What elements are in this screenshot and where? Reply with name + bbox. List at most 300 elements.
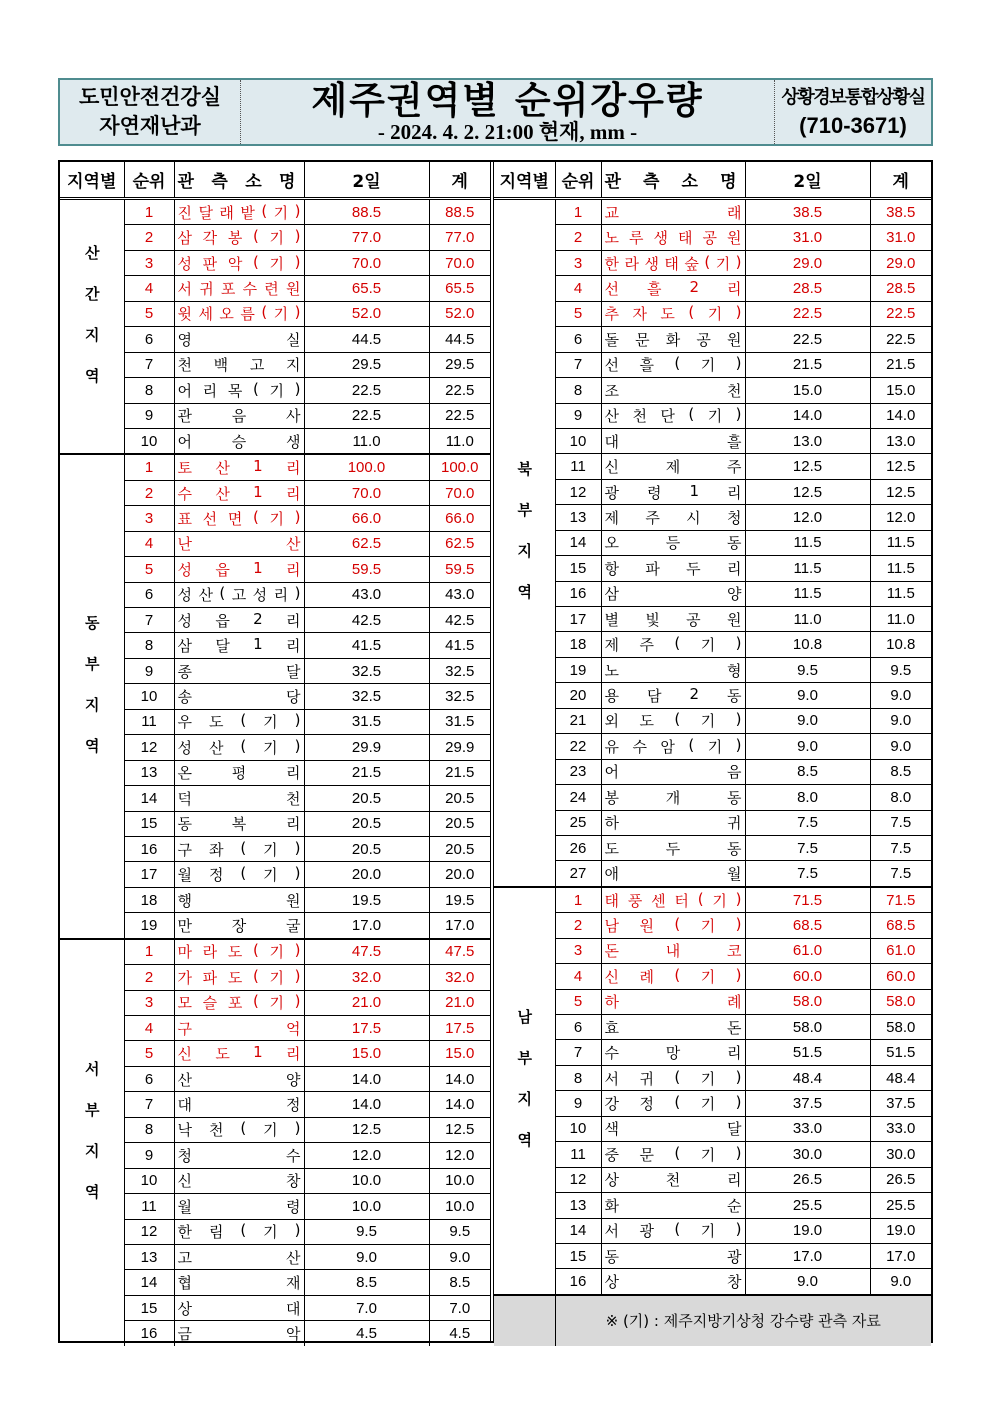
station-name-char: (: [261, 303, 268, 322]
station-name-char: 우: [177, 713, 192, 732]
day-rainfall-cell: 20.0: [304, 862, 429, 887]
station-name: [605, 482, 742, 503]
rank-cell: 5: [555, 989, 601, 1014]
station-name: [178, 1247, 301, 1268]
station-name: [178, 1272, 301, 1293]
total-rainfall-cell: 12.5: [870, 479, 931, 504]
station-name: [605, 1195, 742, 1216]
station-name-char: 토: [177, 459, 192, 478]
station-name-char: 기: [273, 305, 289, 324]
total-rainfall-cell: 21.0: [429, 990, 490, 1015]
station-name-char: 고: [231, 586, 247, 605]
col-total: 계: [429, 162, 490, 199]
station-name-cell: [601, 1167, 745, 1192]
station-name-cell: [174, 709, 304, 734]
day-rainfall-cell: 9.5: [304, 1219, 429, 1244]
table-row: [494, 938, 931, 963]
day-rainfall-cell: 77.0: [304, 225, 429, 250]
station-name-cell: [174, 658, 304, 683]
day-rainfall-cell: 8.5: [304, 1270, 429, 1295]
total-rainfall-cell: 17.0: [870, 1243, 931, 1268]
station-name: [178, 967, 301, 988]
station-name-char: (: [674, 1220, 681, 1239]
station-name-cell: [174, 887, 304, 912]
rank-cell: 18: [555, 632, 601, 657]
station-name-char: 달: [215, 637, 230, 656]
station-name: [605, 583, 742, 604]
station-name-char: 추: [604, 305, 620, 324]
station-name-char: 선: [604, 356, 620, 375]
station-name: [605, 863, 742, 884]
station-name-cell: [601, 1040, 745, 1065]
day-rainfall-cell: 22.5: [304, 378, 429, 403]
table-row: [60, 1321, 490, 1346]
station-name-char: 기: [700, 967, 716, 986]
col-station-char: 측: [211, 172, 228, 192]
station-name-char: 기: [700, 1222, 716, 1241]
day-rainfall-cell: 13.0: [745, 428, 870, 453]
day-rainfall-cell: 15.0: [304, 1041, 429, 1066]
station-name-char: 1: [253, 558, 263, 577]
rank-cell: 9: [124, 1143, 174, 1168]
station-name-char: 효: [604, 1018, 620, 1037]
station-name: [605, 354, 742, 375]
station-name-char: 복: [231, 815, 247, 834]
station-name: [605, 966, 742, 987]
rank-cell: 6: [555, 327, 601, 352]
total-rainfall-cell: 42.5: [429, 608, 490, 633]
table-row: [60, 1066, 490, 1091]
station-name-char: (: [674, 965, 681, 984]
station-name-char: ): [294, 838, 301, 857]
station-name-char: 기: [707, 305, 723, 324]
station-name-cell: [601, 785, 745, 810]
station-name-cell: [601, 887, 745, 913]
station-name-char: 흘: [639, 356, 654, 375]
station-name: [178, 278, 301, 299]
day-rainfall-cell: 66.0: [304, 506, 429, 531]
table-row: [494, 327, 931, 352]
station-name-char: 상: [604, 1273, 620, 1292]
region-label: [494, 199, 555, 887]
table-row: [494, 454, 931, 479]
station-name-cell: [174, 557, 304, 582]
station-name-char: 수: [177, 484, 192, 503]
total-rainfall-cell: 11.5: [870, 581, 931, 606]
station-name-char: 래: [219, 203, 234, 222]
station-name-char: 판: [202, 254, 218, 273]
table-row: [494, 861, 931, 887]
station-name-char: 령: [286, 1197, 301, 1216]
station-name-char: 라: [624, 254, 639, 273]
station-name-char: 도: [227, 968, 243, 987]
rank-cell: 11: [124, 709, 174, 734]
station-name-cell: [174, 1270, 304, 1295]
station-name-char: ): [294, 864, 301, 883]
station-name-char: 모: [177, 994, 192, 1013]
station-name-char: 봉: [604, 788, 620, 807]
station-name-char: 창: [286, 1172, 301, 1191]
station-name-char: 리: [727, 1171, 742, 1190]
station-name-char: ): [294, 711, 301, 730]
table-row: [60, 990, 490, 1015]
station-name: [178, 762, 301, 783]
day-rainfall-cell: 7.5: [745, 835, 870, 860]
station-name-char: ): [735, 1143, 742, 1162]
station-name-char: 기: [269, 943, 284, 962]
station-name-char: ): [294, 227, 301, 246]
station-name-char: 어: [177, 432, 192, 451]
station-name-cell: [174, 1219, 304, 1244]
col-station-char: 명: [279, 172, 296, 192]
total-rainfall-cell: 12.5: [870, 454, 931, 479]
station-name-char: 월: [727, 865, 742, 884]
station-name-char: 유: [604, 737, 620, 756]
station-name-char: 기: [700, 356, 716, 375]
rank-cell: 1: [124, 939, 174, 965]
table-row: [60, 1295, 490, 1320]
station-name-char: 수: [286, 1146, 301, 1165]
day-rainfall-cell: 59.5: [304, 557, 429, 582]
station-name-cell: [601, 378, 745, 403]
station-name-cell: [601, 938, 745, 963]
rank-cell: 16: [124, 1321, 174, 1346]
region-name: 북부지역: [515, 460, 534, 625]
region-name: 남부지역: [515, 1008, 534, 1173]
station-name-char: 광: [604, 483, 620, 502]
rank-cell: 11: [555, 454, 601, 479]
station-name-cell: [601, 454, 745, 479]
rank-cell: 9: [555, 1091, 601, 1116]
station-name-char: 읍: [215, 560, 230, 579]
station-name: [605, 1068, 742, 1089]
station-name-char: 원: [285, 280, 301, 299]
station-name: [178, 864, 301, 885]
day-rainfall-cell: 58.0: [745, 1015, 870, 1040]
station-name-char: (: [252, 379, 259, 398]
station-name: [178, 1196, 301, 1217]
table-row: [60, 735, 490, 760]
day-rainfall-cell: 4.5: [304, 1321, 429, 1346]
station-name-char: 고: [249, 356, 265, 375]
station-name-char: 세: [198, 305, 213, 324]
station-name-char: 기: [269, 254, 284, 273]
report-header: [58, 78, 933, 146]
station-name: [605, 787, 742, 808]
total-rainfall-cell: 11.5: [870, 530, 931, 555]
station-name-cell: [601, 1065, 745, 1090]
station-name: [178, 1323, 301, 1344]
day-rainfall-cell: 32.5: [304, 684, 429, 709]
station-name-char: 등: [665, 534, 681, 553]
day-rainfall-cell: 44.5: [304, 327, 429, 352]
total-rainfall-cell: 14.0: [870, 403, 931, 428]
day-rainfall-cell: 11.0: [745, 607, 870, 632]
table-row: [60, 480, 490, 505]
table-row: [60, 1244, 490, 1269]
station-name-cell: [601, 1218, 745, 1243]
station-name-char: 기: [269, 509, 284, 528]
department-line-1: 도민안전건강실: [78, 85, 221, 109]
rank-cell: 21: [555, 708, 601, 733]
station-name-char: 가: [177, 968, 192, 987]
rank-cell: 12: [124, 1219, 174, 1244]
rank-cell: 14: [124, 1270, 174, 1295]
day-rainfall-cell: 20.5: [304, 786, 429, 811]
station-name-char: 협: [177, 1274, 192, 1293]
rank-cell: 4: [124, 1016, 174, 1041]
rank-cell: 15: [124, 1295, 174, 1320]
station-name-char: 제: [604, 636, 620, 655]
note-blank-cell: [494, 1295, 555, 1346]
table-row: [494, 276, 931, 301]
rank-cell: 16: [555, 581, 601, 606]
total-rainfall-cell: 25.5: [870, 1193, 931, 1218]
day-rainfall-cell: 31.0: [745, 225, 870, 250]
region-name: 동부지역: [82, 614, 101, 779]
day-rainfall-cell: 31.5: [304, 709, 429, 734]
day-rainfall-cell: 12.5: [304, 1117, 429, 1142]
total-rainfall-cell: 70.0: [429, 250, 490, 275]
day-rainfall-cell: 19.5: [304, 887, 429, 912]
rank-cell: 7: [555, 352, 601, 377]
station-name-char: 양: [727, 585, 742, 604]
rainfall-table: [58, 160, 933, 1343]
table-left-half: [60, 162, 491, 1341]
total-rainfall-cell: 52.0: [429, 301, 490, 326]
total-rainfall-cell: 12.0: [870, 505, 931, 530]
station-name-char: 온: [177, 764, 192, 783]
day-rainfall-cell: 9.0: [304, 1244, 429, 1269]
station-name: [605, 890, 742, 911]
total-rainfall-cell: 60.0: [870, 964, 931, 989]
station-name-char: (: [240, 838, 247, 857]
day-rainfall-cell: 17.0: [304, 913, 429, 939]
total-rainfall-cell: 48.4: [870, 1065, 931, 1090]
station-name-char: 령: [647, 483, 662, 502]
station-name: [178, 635, 301, 656]
station-name-char: 외: [604, 712, 620, 731]
station-name: [605, 507, 742, 528]
station-name-char: (: [688, 735, 695, 754]
rank-cell: 7: [124, 608, 174, 633]
note-row: [494, 1295, 931, 1346]
station-name-char: 신: [604, 967, 620, 986]
station-name-char: 달: [727, 1120, 742, 1139]
station-name-char: (: [688, 405, 695, 424]
station-name-char: 례: [639, 967, 654, 986]
table-row: [494, 225, 931, 250]
total-rainfall-cell: 11.0: [429, 428, 490, 454]
station-name: [605, 991, 742, 1012]
station-name-cell: [174, 582, 304, 607]
total-rainfall-cell: 59.5: [429, 557, 490, 582]
station-name-char: 기: [269, 381, 284, 400]
total-rainfall-cell: 7.0: [429, 1295, 490, 1320]
station-name-char: 관: [177, 407, 192, 426]
table-row: [494, 250, 931, 275]
station-name-cell: [601, 1243, 745, 1268]
station-name-char: ): [294, 584, 301, 603]
station-name-char: 구: [177, 1019, 192, 1038]
rank-cell: 1: [555, 887, 601, 913]
station-name-char: (: [252, 252, 259, 271]
station-name: [178, 1018, 301, 1039]
rank-cell: 13: [555, 1193, 601, 1218]
station-name-char: 터: [674, 891, 689, 910]
station-name-cell: [174, 1143, 304, 1168]
total-rainfall-cell: 22.5: [429, 378, 490, 403]
col-day: 2일: [745, 162, 870, 199]
day-rainfall-cell: 68.5: [745, 913, 870, 938]
station-name: [178, 941, 301, 962]
total-rainfall-cell: 7.5: [870, 835, 931, 860]
station-name-char: 숲: [684, 254, 699, 273]
station-name: [605, 1042, 742, 1063]
region-label: [60, 939, 124, 1346]
total-rainfall-cell: 31.5: [429, 709, 490, 734]
total-rainfall-cell: 11.5: [870, 556, 931, 581]
table-row: [60, 1143, 490, 1168]
day-rainfall-cell: 48.4: [745, 1065, 870, 1090]
station-name-char: 2: [689, 278, 700, 297]
station-name-char: 양: [286, 1070, 301, 1089]
station-name-char: 애: [604, 865, 620, 884]
station-name-char: (: [674, 710, 681, 729]
station-name: [605, 915, 742, 936]
rank-cell: 1: [555, 199, 601, 225]
station-name-char: 2: [253, 609, 263, 628]
station-name-char: 두: [686, 559, 701, 578]
station-name-char: 도: [604, 839, 620, 858]
day-rainfall-cell: 20.5: [304, 811, 429, 836]
station-name-char: 음: [231, 407, 247, 426]
station-name-char: 밭: [240, 203, 255, 222]
day-rainfall-cell: 65.5: [304, 276, 429, 301]
station-name-char: 도: [215, 1045, 230, 1064]
table-row: [494, 632, 931, 657]
day-rainfall-cell: 10.0: [304, 1194, 429, 1219]
rank-cell: 5: [124, 557, 174, 582]
table-row: [60, 378, 490, 403]
station-name-char: 단: [660, 407, 675, 426]
station-name-char: 사: [286, 407, 301, 426]
station-name-char: 월: [177, 866, 192, 885]
table-row: [60, 557, 490, 582]
total-rainfall-cell: 4.5: [429, 1321, 490, 1346]
rank-cell: 19: [555, 657, 601, 682]
station-name-char: 백: [213, 356, 229, 375]
station-name-char: ): [735, 405, 742, 424]
table-row: [60, 1117, 490, 1142]
day-rainfall-cell: 70.0: [304, 480, 429, 505]
rank-cell: 3: [555, 250, 601, 275]
total-rainfall-cell: 15.0: [870, 378, 931, 403]
station-name-char: 원: [286, 891, 301, 910]
rank-cell: 5: [555, 301, 601, 326]
station-name-char: ): [294, 252, 301, 271]
total-rainfall-cell: 29.9: [429, 735, 490, 760]
station-name-char: 리: [202, 381, 218, 400]
table-row: [494, 657, 931, 682]
station-name: [605, 202, 742, 223]
day-rainfall-cell: 71.5: [745, 887, 870, 913]
page-subtitle: - 2024. 4. 2. 21:00 현재, mm -: [377, 120, 638, 144]
station-name-char: 순: [727, 1196, 742, 1215]
total-rainfall-cell: 43.0: [429, 582, 490, 607]
table-row: [494, 1167, 931, 1192]
station-name-char: 형: [727, 661, 742, 680]
station-name-cell: [174, 480, 304, 505]
station-name-char: (: [252, 507, 259, 526]
station-name-char: 삼: [177, 637, 192, 656]
station-name-char: 노: [604, 661, 620, 680]
station-name-char: 정: [286, 1096, 301, 1115]
station-name: [178, 1298, 301, 1319]
station-name-char: 장: [231, 916, 247, 935]
day-rainfall-cell: 22.5: [304, 403, 429, 428]
station-name-cell: [601, 276, 745, 301]
day-rainfall-cell: 30.0: [745, 1142, 870, 1167]
rank-cell: 2: [555, 913, 601, 938]
total-rainfall-cell: 47.5: [429, 939, 490, 965]
station-name-char: 대: [286, 1299, 301, 1318]
day-rainfall-cell: 14.0: [304, 1066, 429, 1091]
rank-cell: 8: [124, 1117, 174, 1142]
rank-cell: 7: [555, 1040, 601, 1065]
day-rainfall-cell: 21.0: [304, 990, 429, 1015]
station-name: [178, 533, 301, 554]
total-rainfall-cell: 9.0: [870, 708, 931, 733]
station-name-char: 화: [665, 330, 681, 349]
station-name-char: 풍: [627, 891, 643, 910]
station-name-char: ): [735, 735, 742, 754]
rank-cell: 6: [555, 1015, 601, 1040]
station-name-cell: [174, 225, 304, 250]
station-name-char: 교: [604, 203, 620, 222]
day-rainfall-cell: 52.0: [304, 301, 429, 326]
table-row: [60, 1092, 490, 1117]
station-name-char: (: [674, 914, 681, 933]
table-row: [60, 913, 490, 939]
station-name-char: 리: [285, 484, 301, 503]
station-name-char: 두: [665, 839, 681, 858]
station-name-cell: [174, 276, 304, 301]
station-name-char: 서: [604, 1069, 620, 1088]
table-row: [60, 887, 490, 912]
rank-cell: 18: [124, 887, 174, 912]
total-rainfall-cell: 10.0: [429, 1168, 490, 1193]
station-name-cell: [601, 1269, 745, 1295]
total-rainfall-cell: 22.5: [870, 327, 931, 352]
rank-cell: 4: [124, 531, 174, 556]
station-name-char: 광: [727, 1247, 742, 1266]
station-name-cell: [174, 608, 304, 633]
station-name-char: 기: [700, 1069, 716, 1088]
station-name-cell: [601, 632, 745, 657]
station-name-char: 생: [653, 229, 669, 248]
station-name-cell: [601, 708, 745, 733]
day-rainfall-cell: 62.5: [304, 531, 429, 556]
station-name-char: ): [294, 992, 301, 1011]
total-rainfall-cell: 20.5: [429, 786, 490, 811]
station-name-char: ): [735, 1220, 742, 1239]
station-name-char: 천: [177, 356, 192, 375]
station-name-cell: [174, 403, 304, 428]
station-name-char: ): [735, 634, 742, 653]
day-rainfall-cell: 60.0: [745, 964, 870, 989]
rank-cell: 5: [124, 301, 174, 326]
